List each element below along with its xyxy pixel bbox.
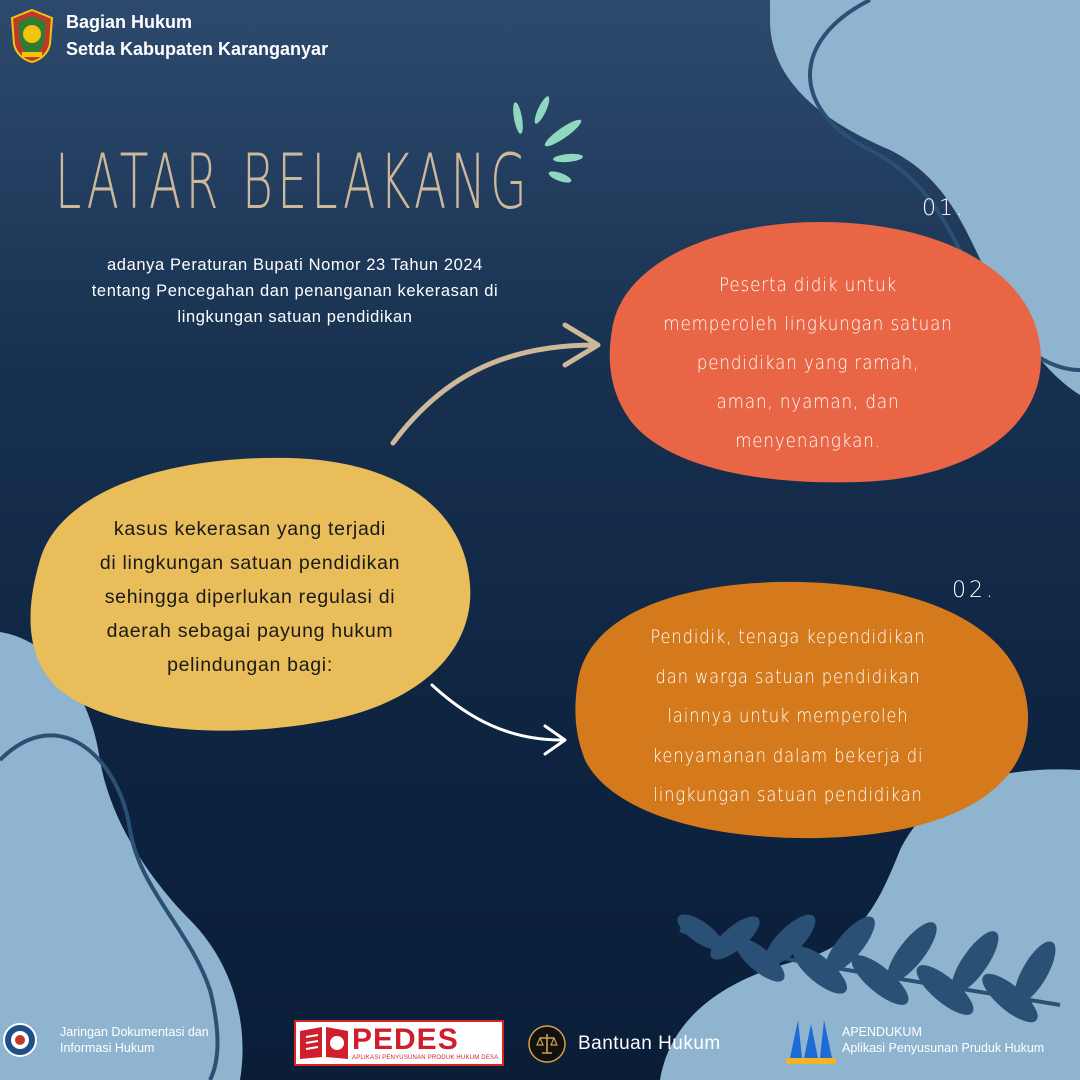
point1-text [632,266,984,461]
header-line-2: Setda Kabupaten Karanganyar [66,39,329,59]
cause-line: daerah sebagai payung hukum [106,620,394,642]
sipedes-subtitle: APLIKASI PENYUSUNAN PRODUK HUKUM DESA [352,1055,499,1061]
scales-of-justice-icon [528,1025,566,1063]
header [8,8,328,64]
point2-number: 02. [952,578,996,603]
karanganyar-regency-crest-icon [8,8,56,64]
apendukum-label [842,1024,1044,1056]
apendukum-line-2: Aplikasi Penyusunan Pruduk Hukum [842,1041,1045,1055]
cause-line: kasus kekerasan yang terjadi [113,518,387,540]
point2-line: dan warga satuan pendidikan [655,665,921,688]
arrow-to-point1 [393,325,598,443]
description-line: tentang Pencegahan dan penanganan kekerasan di [91,282,499,300]
bantuan-hukum-label: Bantuan Hukum [578,1033,721,1054]
cause-text [50,512,450,682]
footer-jdih[interactable] [2,1022,209,1058]
jdih-label [60,1024,209,1056]
description-line: lingkungan satuan pendidikan [177,308,413,326]
header-title [66,9,328,63]
point2-line: Pendidik, tenaga kependidikan [650,626,926,648]
footer-apendukum[interactable] [784,1014,1044,1066]
cause-line: sehingga diperlukan regulasi di [104,586,396,608]
background-description [55,252,535,330]
apendukum-line-1: APENDUKUM [842,1025,922,1039]
cause-line: pelindungan bagi: [167,654,333,676]
point2-text [599,618,977,816]
point1-line: aman, nyaman, dan [716,391,900,413]
point1-line: memperoleh lingkungan satuan [663,313,953,335]
point2-line: lingkungan satuan pendidikan [653,784,923,806]
point1-line: pendidikan yang ramah, [696,352,920,374]
point1-line: menyenangkan. [735,430,881,452]
jdih-line-2: Informasi Hukum [60,1041,155,1055]
arrow-to-point2 [432,685,565,754]
footer-bantuan-hukum[interactable] [528,1025,721,1063]
header-line-1: Bagian Hukum [66,12,193,32]
sipedes-name: PEDES [352,1023,459,1056]
point2-line: kenyamanan dalam bekerja di [652,744,924,767]
footer-sipedes[interactable] [294,1020,504,1066]
page-title: LATAR BELAKANG [55,137,532,226]
jdih-line-1: Jaringan Dokumentasi dan [60,1025,209,1039]
point1-line: Peserta didik untuk [718,274,898,296]
sipedes-text [352,1025,498,1061]
jdih-emblem-icon [2,1022,38,1058]
description-line: adanya Peraturan Bupati Nomor 23 Tahun 2024 [107,256,483,274]
sipedes-logo-icon [296,1023,352,1063]
cause-line: di lingkungan satuan pendidikan [99,552,401,574]
apendukum-logo-icon [784,1014,838,1066]
point2-line: lainnya untuk memperoleh [667,705,909,727]
point1-number: 01. [922,196,966,221]
